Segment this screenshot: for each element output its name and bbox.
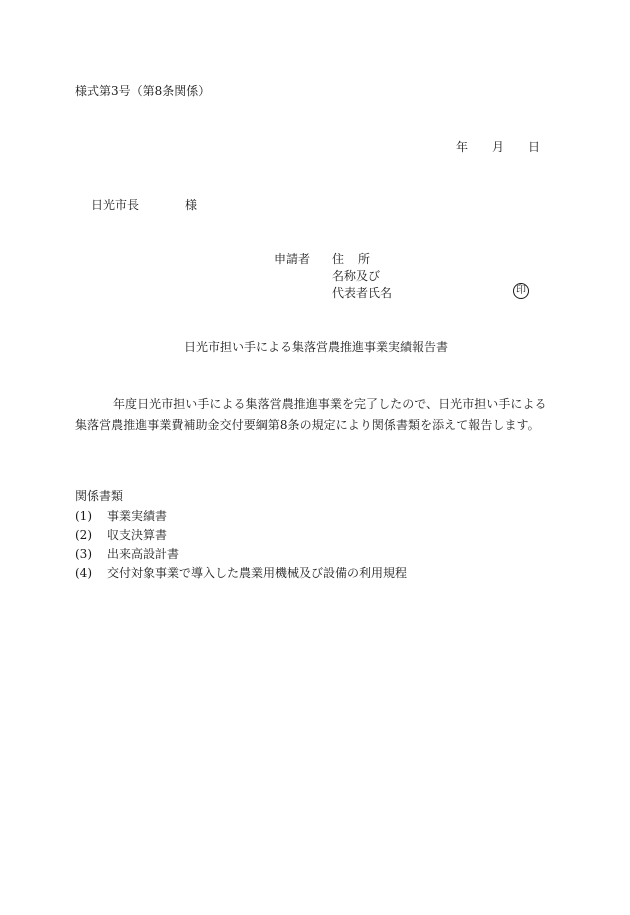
date-day: 日 — [528, 140, 541, 154]
list-item — [75, 546, 407, 565]
documents-list — [75, 508, 407, 584]
item-number: (3) — [75, 547, 92, 561]
item-text: 出来高設計書 — [107, 547, 180, 561]
applicant-fields — [332, 253, 392, 304]
seal-mark: 印 — [513, 283, 529, 299]
address-label-2: 所 — [358, 252, 371, 266]
date-month: 月 — [492, 140, 505, 154]
address-label — [332, 253, 392, 270]
item-text: 事業実績書 — [107, 509, 168, 523]
item-text: 交付対象事業で導入した農業用機械及び設備の利用規程 — [107, 566, 408, 580]
name-label: 名称及び — [332, 269, 381, 283]
documents-heading: 関係書類 — [75, 489, 124, 503]
addressee-name: 日光市長 — [91, 198, 140, 212]
report-body: 年度日光市担い手による集落営農推進事業を完了したので、日光市担い手による集落営農推進事業費補助金交付要綱第8条の規定により関係書類を添えて報告します。 — [75, 397, 547, 432]
item-number: (2) — [75, 528, 92, 542]
list-item — [75, 508, 407, 527]
applicant-label: 申請者 — [274, 252, 311, 266]
addressee — [91, 199, 197, 211]
list-item — [75, 527, 407, 546]
address-label-1: 住 — [332, 252, 345, 266]
list-item — [75, 565, 407, 584]
item-number: (1) — [75, 509, 92, 523]
addressee-honorific: 様 — [185, 198, 198, 212]
item-text: 収支決算書 — [107, 528, 168, 542]
date-year: 年 — [456, 140, 469, 154]
item-number: (4) — [75, 566, 92, 580]
date-line — [456, 141, 540, 153]
form-number: 様式第3号（第8条関係） — [75, 84, 211, 98]
representative-label: 代表者氏名 — [332, 286, 393, 300]
document-title: 日光市担い手による集落営農推進事業実績報告書 — [184, 340, 449, 354]
